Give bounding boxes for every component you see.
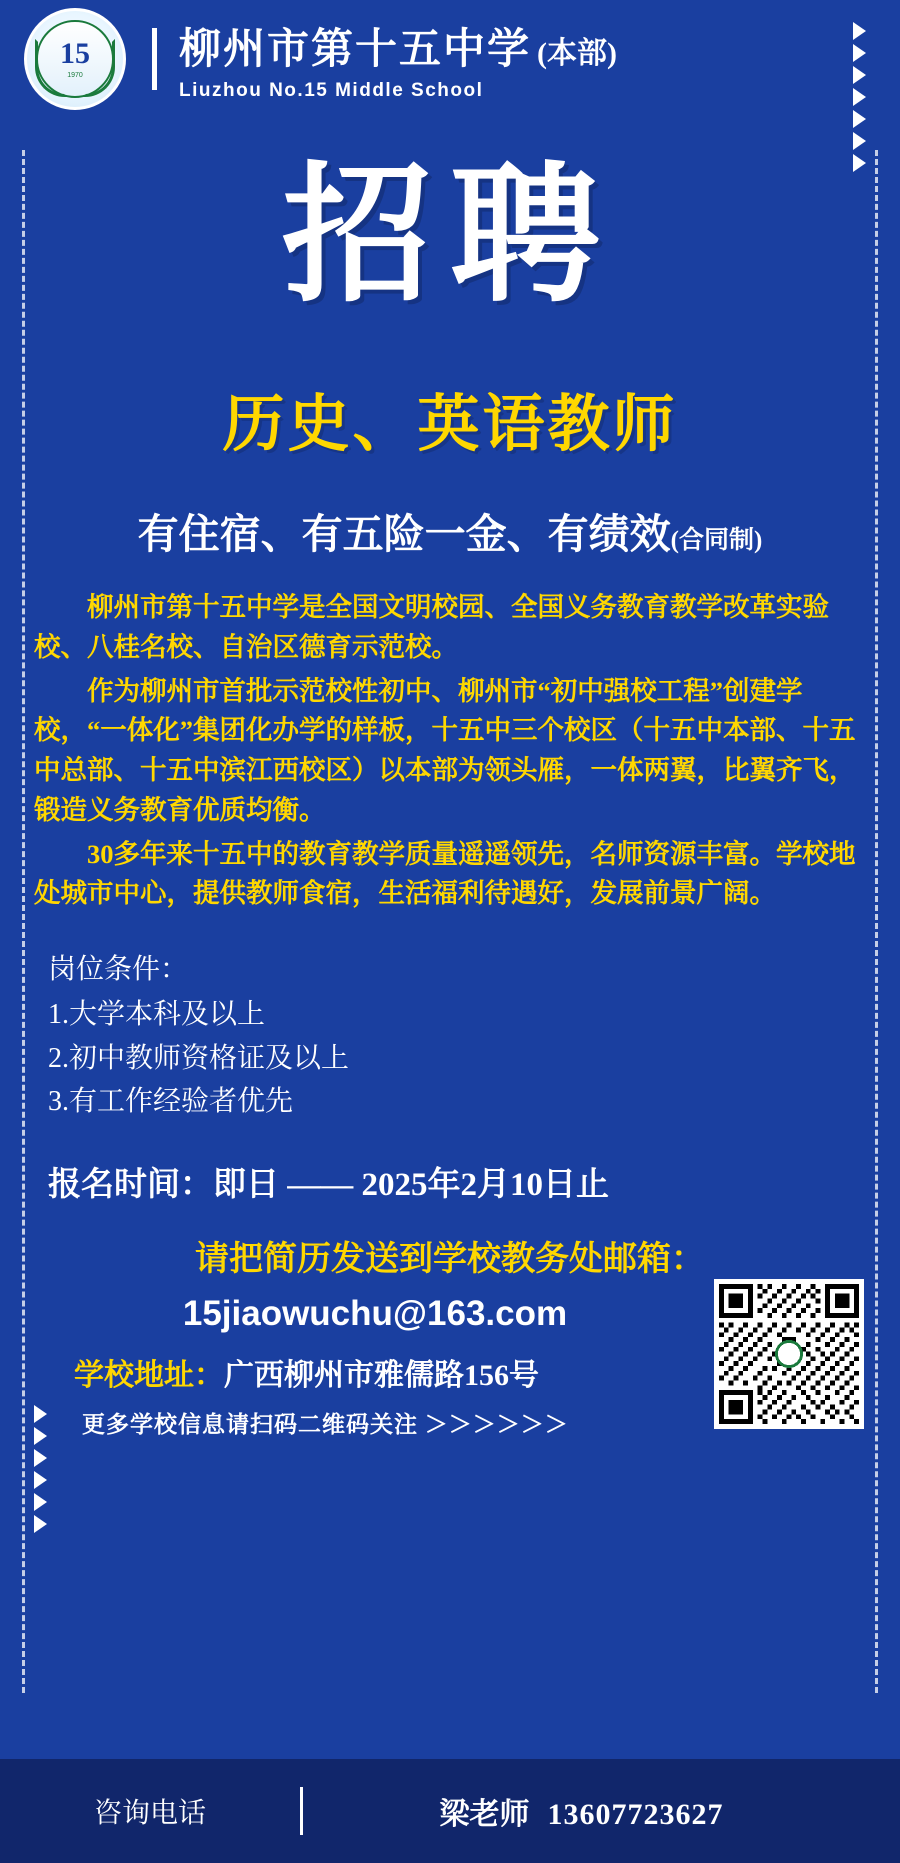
page-title: 招聘 bbox=[281, 154, 618, 320]
application-deadline: 报名时间：即日 —— 2025年2月10日止 bbox=[48, 1166, 609, 1203]
benefits-text: 有住宿、有五险一金、有绩效 bbox=[137, 511, 671, 557]
school-name-en: Liuzhou No.15 Middle School bbox=[179, 80, 484, 101]
description-paragraph: 作为柳州市首批示范校性初中、柳州市“初中强校工程”创建学校，“一体化”集团化办学的样板，十五中三个校区（十五中本部、十五中总部、十五中滨江西校区）以本部为领头雁，一体两翼，比翼齐飞，锻造义务教育优质均衡。 bbox=[34, 675, 856, 825]
school-logo-icon bbox=[24, 8, 126, 110]
send-resume-label: 请把简历发送到学校教务处邮箱： bbox=[195, 1240, 705, 1278]
contact-phone[interactable]: 13607723627 bbox=[547, 1798, 724, 1831]
requirements-title: 岗位条件： bbox=[48, 954, 189, 985]
header-divider bbox=[152, 28, 157, 90]
laurel-right-icon bbox=[83, 39, 115, 97]
school-name-cn-row bbox=[179, 16, 617, 76]
school-name-block bbox=[179, 16, 617, 102]
school-branch-cn: (本部) bbox=[537, 37, 617, 70]
footer-contact bbox=[303, 1789, 900, 1833]
left-dashed-border bbox=[22, 150, 25, 1693]
logo-year: 1970 bbox=[67, 72, 83, 79]
footer-phone-label: 咨询电话 bbox=[93, 1798, 206, 1829]
description-paragraph: 柳州市第十五中学是全国文明校园、全国义务教育教学改革实验校、八桂名校、自治区德育示范校。 bbox=[34, 592, 829, 662]
email-address[interactable]: 15jiaowuchu@163.com bbox=[182, 1293, 568, 1333]
scan-qr-note: 更多学校信息请扫码二维码关注 ＞＞＞＞＞＞ bbox=[82, 1411, 569, 1437]
contact-block bbox=[0, 1231, 900, 1439]
requirement-item: 3.有工作经验者优先 bbox=[48, 1086, 294, 1118]
description-block bbox=[34, 588, 866, 914]
laurel-left-icon bbox=[35, 39, 67, 97]
contact-person: 梁老师 bbox=[439, 1798, 530, 1831]
description-paragraph: 30多年来十五中的教育教学质量遥遥领先，名师资源丰富。学校地处城市中心，提供教师食宿，生活福利待遇好，发展前景广阔。 bbox=[34, 838, 856, 909]
qr-code-icon[interactable] bbox=[714, 1279, 864, 1429]
chevron-right-icon bbox=[34, 1515, 47, 1533]
chevron-right-icon bbox=[853, 154, 866, 172]
benefits-note: (合同制) bbox=[670, 527, 763, 554]
chevron-right-icon bbox=[34, 1493, 47, 1511]
right-dashed-border bbox=[875, 150, 878, 1693]
poster-header bbox=[0, 0, 900, 118]
logo-number: 15 bbox=[60, 37, 90, 70]
requirement-item: 1.大学本科及以上 bbox=[48, 999, 266, 1031]
chevron-right-icon bbox=[853, 132, 866, 150]
school-address-value: 广西柳州市雅儒路156号 bbox=[224, 1358, 539, 1392]
school-address-label: 学校地址： bbox=[74, 1358, 224, 1392]
subject-title: 历史、英语教师 bbox=[222, 391, 678, 459]
school-name-cn: 柳州市第十五中学 bbox=[179, 27, 532, 73]
poster-footer bbox=[0, 1759, 900, 1863]
qr-code-svg bbox=[719, 1284, 859, 1424]
chevron-right-icon bbox=[34, 1449, 47, 1467]
requirements-block bbox=[48, 948, 900, 1124]
chevron-right-icon bbox=[34, 1471, 47, 1489]
benefits-line bbox=[0, 501, 900, 560]
requirement-item: 2.初中教师资格证及以上 bbox=[48, 1042, 350, 1074]
